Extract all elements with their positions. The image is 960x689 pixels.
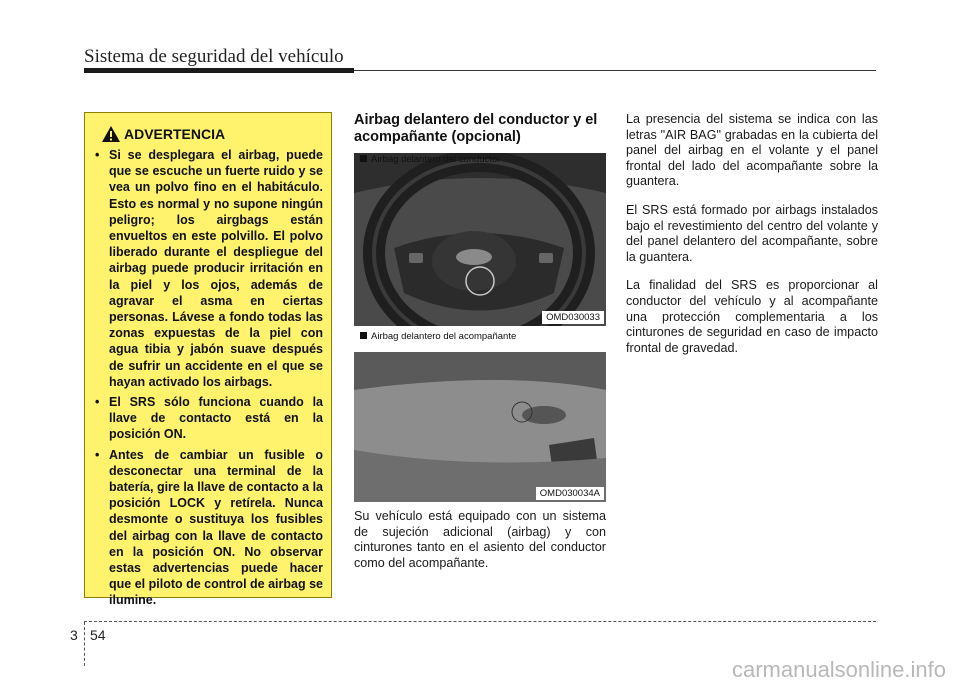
watermark: carmanualsonline.info bbox=[731, 657, 946, 682]
warning-item-text: El SRS sólo funciona cuando la llave de contacto está en la posición ON. bbox=[109, 395, 323, 442]
warning-title: ADVERTENCIA bbox=[124, 126, 226, 142]
driver-airbag-photo bbox=[354, 153, 606, 326]
footer-rule bbox=[84, 621, 876, 622]
warning-box bbox=[84, 112, 332, 608]
column3-paragraph: La presencia del sistema se indica con las letras "AIR BAG" grabadas en la cubierta del panel del airbag en el volante y el panel frontal del lado del acompañante sobre la guantera. bbox=[626, 112, 878, 189]
footer-page-number: 54 bbox=[90, 627, 106, 643]
warning-item-text: Antes de cambiar un fusible o desconectar una terminal de la batería, gire la llave de contacto a la posición LOCK y retírela. Nunca desmonte o sustituya los fusibles del airbag con la llave de contacto en la posición ON. No observar estas advertencias puede hacer que el piloto de control de airbag se ilumine. bbox=[109, 447, 323, 608]
footer-divider bbox=[84, 622, 85, 666]
warning-icon bbox=[101, 125, 121, 143]
warning-header bbox=[101, 125, 321, 145]
figure1-caption bbox=[360, 154, 500, 165]
warning-item: • El SRS sólo funciona cuando la llave de contacto está en la posición ON. bbox=[95, 395, 323, 442]
warning-item-text: Si se desplegara el airbag, puede que se escuche un fuerte ruido y se vea un polvo fino en el habitáculo. Esto es normal y no supone ningún peligro; los airgbags están envueltos en este polvillo. El polvo liberado durante el despliegue del airbag puede producir irritación en la piel y los ojos, además de agravar el asma en ciertas personas. Lávese a fondo todas las zonas expuestas de la piel con agua tibia y jabón suave después de sufrir un accidente en el que se hayan activado los airbags. bbox=[109, 148, 323, 389]
section-title: Airbag delantero del conductor y el acompañante (opcional) bbox=[354, 112, 598, 145]
header-rule bbox=[354, 70, 876, 71]
figure1-caption-text: Airbag delantero del conductor bbox=[371, 154, 501, 165]
dashboard-illustration bbox=[354, 330, 606, 502]
column3 bbox=[626, 112, 878, 369]
warning-list bbox=[95, 147, 323, 613]
column3-paragraph: El SRS está formado por airbags instalados bajo el revestimiento del centro del volante y del panel delantero del acompañante, sobre la guantera. bbox=[626, 202, 878, 264]
column3-paragraph: La finalidad del SRS es proporcionar al conductor del vehículo y al acompañante una protección complementaria a los cinturones de seguridad en caso de impacto frontal de gravedad. bbox=[626, 278, 878, 355]
warning-item: • Si se desplegara el airbag, puede que se escuche un fuerte ruido y se vea un polvo fino en el habitáculo. Esto es normal y no supone ningún peligro; los airgbags están envueltos en este polvillo. El polvo liberado durante el despliegue del airbag puede producir irritación en la piel y los ojos, además de agravar el asma en ciertas personas. Lávese a fondo todas las zonas expuestas de la piel con agua tibia y jabón suave después de sufrir un accidente en el que se hayan activado los airbags. bbox=[95, 148, 323, 389]
section-paragraph: Su vehículo está equipado con un sistema de sujeción adicional (airbag) y con cinturones tanto en el asiento del conductor como del acompañante. bbox=[354, 509, 606, 570]
figure1-code: OMD030033 bbox=[542, 311, 604, 324]
footer-section-number: 3 bbox=[70, 627, 78, 643]
header-title: Sistema de seguridad del vehículo bbox=[84, 46, 344, 67]
steering-wheel-illustration bbox=[354, 153, 606, 326]
figure2-caption-text: Airbag delantero del acompañante bbox=[371, 331, 517, 342]
figure2-caption bbox=[360, 331, 516, 342]
passenger-airbag-photo bbox=[354, 330, 606, 502]
header-bar bbox=[84, 68, 354, 73]
column2-text bbox=[354, 509, 606, 571]
figure2-code: OMD030034A bbox=[536, 487, 604, 500]
warning-item: • Antes de cambiar un fusible o desconectar una terminal de la batería, gire la llave de contacto a la posición LOCK y retírela. Nunca desmonte o sustituya los fusibles del airbag con la llave de contacto en la posición ON. No observar estas advertencias puede hacer que el piloto de control de airbag se ilumine. bbox=[95, 447, 323, 608]
